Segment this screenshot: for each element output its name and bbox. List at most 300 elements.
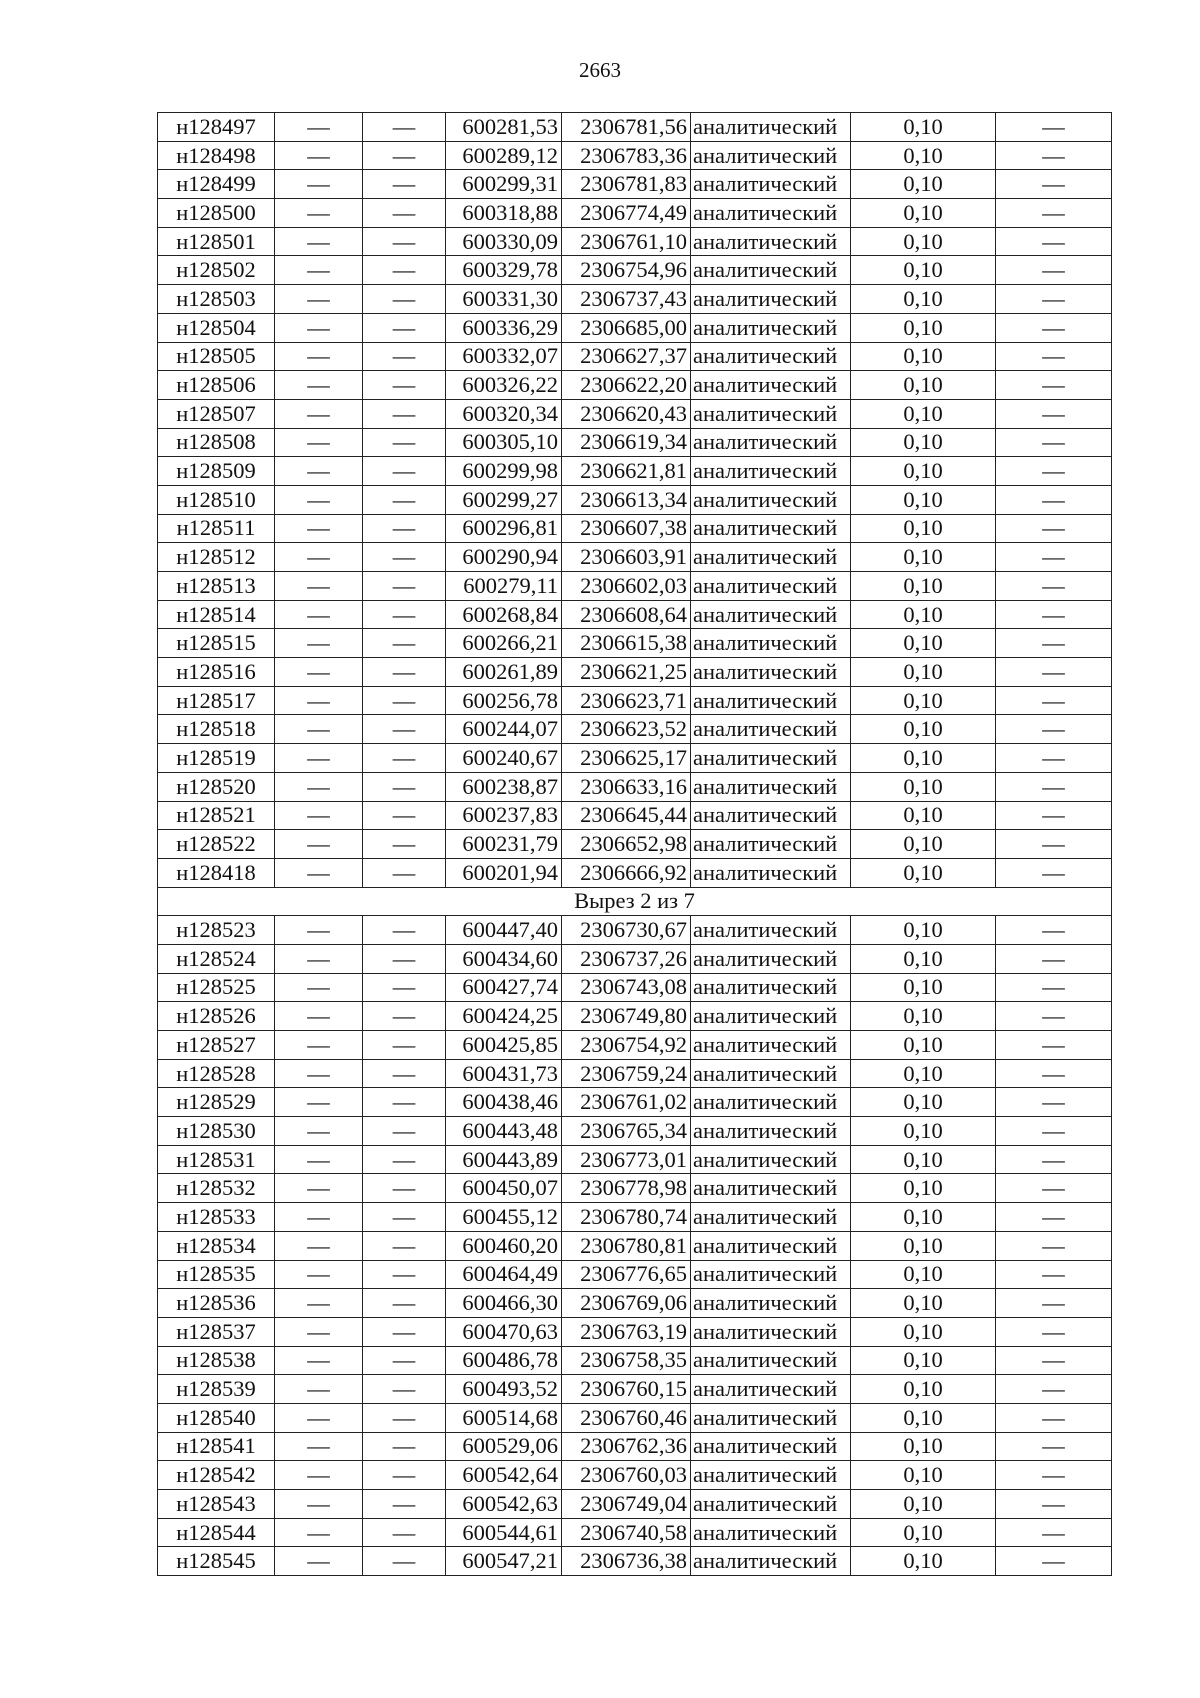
x-coordinate-cell: 600289,12 <box>446 141 562 170</box>
x-coordinate-cell: 600331,30 <box>446 285 562 314</box>
description-cell: — <box>996 1203 1112 1232</box>
old-x-cell: — <box>275 629 363 658</box>
table-row <box>158 1375 1112 1404</box>
method-cell: аналитический <box>691 313 851 342</box>
old-y-cell: — <box>363 485 446 514</box>
method-cell: аналитический <box>691 658 851 687</box>
y-coordinate-cell: 2306760,15 <box>562 1375 691 1404</box>
old-y-cell: — <box>363 1461 446 1490</box>
old-y-cell: — <box>363 313 446 342</box>
point-name-cell: н128539 <box>158 1375 275 1404</box>
old-y-cell: — <box>363 744 446 773</box>
old-y-cell: — <box>363 1432 446 1461</box>
method-cell: аналитический <box>691 399 851 428</box>
old-x-cell: — <box>275 170 363 199</box>
x-coordinate-cell: 600240,67 <box>446 744 562 773</box>
accuracy-cell: 0,10 <box>851 428 996 457</box>
y-coordinate-cell: 2306761,02 <box>562 1088 691 1117</box>
description-cell: — <box>996 572 1112 601</box>
description-cell: — <box>996 1547 1112 1576</box>
accuracy-cell: 0,10 <box>851 1518 996 1547</box>
old-y-cell: — <box>363 1231 446 1260</box>
table-row <box>158 313 1112 342</box>
x-coordinate-cell: 600266,21 <box>446 629 562 658</box>
method-cell: аналитический <box>691 227 851 256</box>
description-cell: — <box>996 1002 1112 1031</box>
old-y-cell: — <box>363 1117 446 1146</box>
x-coordinate-cell: 600493,52 <box>446 1375 562 1404</box>
description-cell: — <box>996 485 1112 514</box>
x-coordinate-cell: 600290,94 <box>446 543 562 572</box>
method-cell: аналитический <box>691 428 851 457</box>
accuracy-cell: 0,10 <box>851 944 996 973</box>
old-x-cell: — <box>275 600 363 629</box>
point-name-cell: н128540 <box>158 1403 275 1432</box>
accuracy-cell: 0,10 <box>851 170 996 199</box>
old-x-cell: — <box>275 658 363 687</box>
old-y-cell: — <box>363 600 446 629</box>
table-row <box>158 686 1112 715</box>
table-row <box>158 1346 1112 1375</box>
method-cell: аналитический <box>691 342 851 371</box>
description-cell: — <box>996 1031 1112 1060</box>
y-coordinate-cell: 2306603,91 <box>562 543 691 572</box>
y-coordinate-cell: 2306774,49 <box>562 199 691 228</box>
method-cell: аналитический <box>691 1346 851 1375</box>
table-row <box>158 428 1112 457</box>
y-coordinate-cell: 2306749,80 <box>562 1002 691 1031</box>
y-coordinate-cell: 2306621,25 <box>562 658 691 687</box>
point-name-cell: н128523 <box>158 916 275 945</box>
x-coordinate-cell: 600450,07 <box>446 1174 562 1203</box>
accuracy-cell: 0,10 <box>851 399 996 428</box>
old-x-cell: — <box>275 485 363 514</box>
x-coordinate-cell: 600299,98 <box>446 457 562 486</box>
old-y-cell: — <box>363 715 446 744</box>
method-cell: аналитический <box>691 801 851 830</box>
description-cell: — <box>996 399 1112 428</box>
description-cell: — <box>996 772 1112 801</box>
method-cell: аналитический <box>691 285 851 314</box>
y-coordinate-cell: 2306736,38 <box>562 1547 691 1576</box>
x-coordinate-cell: 600268,84 <box>446 600 562 629</box>
description-cell: — <box>996 944 1112 973</box>
point-name-cell: н128543 <box>158 1490 275 1519</box>
old-y-cell: — <box>363 199 446 228</box>
old-y-cell: — <box>363 1002 446 1031</box>
old-x-cell: — <box>275 399 363 428</box>
point-name-cell: н128509 <box>158 457 275 486</box>
table-row <box>158 858 1112 887</box>
old-y-cell: — <box>363 1059 446 1088</box>
y-coordinate-cell: 2306769,06 <box>562 1289 691 1318</box>
accuracy-cell: 0,10 <box>851 1203 996 1232</box>
point-name-cell: н128527 <box>158 1031 275 1060</box>
table-row <box>158 141 1112 170</box>
description-cell: — <box>996 1059 1112 1088</box>
old-x-cell: — <box>275 1145 363 1174</box>
method-cell: аналитический <box>691 514 851 543</box>
point-name-cell: н128531 <box>158 1145 275 1174</box>
description-cell: — <box>996 1317 1112 1346</box>
accuracy-cell: 0,10 <box>851 514 996 543</box>
x-coordinate-cell: 600237,83 <box>446 801 562 830</box>
old-y-cell: — <box>363 1260 446 1289</box>
y-coordinate-cell: 2306758,35 <box>562 1346 691 1375</box>
y-coordinate-cell: 2306761,10 <box>562 227 691 256</box>
method-cell: аналитический <box>691 1031 851 1060</box>
point-name-cell: н128513 <box>158 572 275 601</box>
description-cell: — <box>996 1403 1112 1432</box>
old-x-cell: — <box>275 1547 363 1576</box>
x-coordinate-cell: 600455,12 <box>446 1203 562 1232</box>
old-x-cell: — <box>275 1490 363 1519</box>
table-row <box>158 1203 1112 1232</box>
old-x-cell: — <box>275 1031 363 1060</box>
old-x-cell: — <box>275 916 363 945</box>
point-name-cell: н128519 <box>158 744 275 773</box>
accuracy-cell: 0,10 <box>851 658 996 687</box>
table-row <box>158 170 1112 199</box>
old-x-cell: — <box>275 1518 363 1547</box>
accuracy-cell: 0,10 <box>851 485 996 514</box>
description-cell: — <box>996 543 1112 572</box>
table-row <box>158 1117 1112 1146</box>
table-row <box>158 342 1112 371</box>
table-row <box>158 199 1112 228</box>
description-cell: — <box>996 371 1112 400</box>
method-cell: аналитический <box>691 1490 851 1519</box>
accuracy-cell: 0,10 <box>851 801 996 830</box>
old-x-cell: — <box>275 1117 363 1146</box>
method-cell: аналитический <box>691 600 851 629</box>
point-name-cell: н128515 <box>158 629 275 658</box>
description-cell: — <box>996 830 1112 859</box>
accuracy-cell: 0,10 <box>851 1317 996 1346</box>
description-cell: — <box>996 1461 1112 1490</box>
y-coordinate-cell: 2306608,64 <box>562 600 691 629</box>
x-coordinate-cell: 600330,09 <box>446 227 562 256</box>
point-name-cell: н128499 <box>158 170 275 199</box>
point-name-cell: н128503 <box>158 285 275 314</box>
description-cell: — <box>996 600 1112 629</box>
table-row <box>158 1490 1112 1519</box>
description-cell: — <box>996 1174 1112 1203</box>
x-coordinate-cell: 600281,53 <box>446 113 562 142</box>
old-y-cell: — <box>363 916 446 945</box>
y-coordinate-cell: 2306780,74 <box>562 1203 691 1232</box>
old-x-cell: — <box>275 1375 363 1404</box>
old-y-cell: — <box>363 1031 446 1060</box>
old-y-cell: — <box>363 830 446 859</box>
old-y-cell: — <box>363 399 446 428</box>
old-x-cell: — <box>275 1059 363 1088</box>
table-row <box>158 1289 1112 1318</box>
old-x-cell: — <box>275 572 363 601</box>
table-row <box>158 1260 1112 1289</box>
table-row <box>158 944 1112 973</box>
old-x-cell: — <box>275 342 363 371</box>
old-x-cell: — <box>275 113 363 142</box>
description-cell: — <box>996 256 1112 285</box>
accuracy-cell: 0,10 <box>851 1117 996 1146</box>
old-x-cell: — <box>275 371 363 400</box>
y-coordinate-cell: 2306773,01 <box>562 1145 691 1174</box>
y-coordinate-cell: 2306754,92 <box>562 1031 691 1060</box>
table-row <box>158 830 1112 859</box>
y-coordinate-cell: 2306621,81 <box>562 457 691 486</box>
description-cell: — <box>996 1518 1112 1547</box>
method-cell: аналитический <box>691 858 851 887</box>
method-cell: аналитический <box>691 744 851 773</box>
description-cell: — <box>996 113 1112 142</box>
coordinates-table <box>157 112 1112 1576</box>
y-coordinate-cell: 2306613,34 <box>562 485 691 514</box>
table-row <box>158 1461 1112 1490</box>
method-cell: аналитический <box>691 1375 851 1404</box>
table-row <box>158 1145 1112 1174</box>
old-x-cell: — <box>275 1346 363 1375</box>
description-cell: — <box>996 1289 1112 1318</box>
method-cell: аналитический <box>691 1231 851 1260</box>
point-name-cell: н128524 <box>158 944 275 973</box>
x-coordinate-cell: 600542,63 <box>446 1490 562 1519</box>
point-name-cell: н128501 <box>158 227 275 256</box>
accuracy-cell: 0,10 <box>851 686 996 715</box>
old-y-cell: — <box>363 1317 446 1346</box>
x-coordinate-cell: 600514,68 <box>446 1403 562 1432</box>
method-cell: аналитический <box>691 485 851 514</box>
point-name-cell: н128506 <box>158 371 275 400</box>
y-coordinate-cell: 2306645,44 <box>562 801 691 830</box>
x-coordinate-cell: 600447,40 <box>446 916 562 945</box>
x-coordinate-cell: 600529,06 <box>446 1432 562 1461</box>
x-coordinate-cell: 600305,10 <box>446 428 562 457</box>
table-row <box>158 715 1112 744</box>
y-coordinate-cell: 2306743,08 <box>562 973 691 1002</box>
table-row <box>158 543 1112 572</box>
accuracy-cell: 0,10 <box>851 1346 996 1375</box>
old-y-cell: — <box>363 457 446 486</box>
old-x-cell: — <box>275 313 363 342</box>
method-cell: аналитический <box>691 141 851 170</box>
method-cell: аналитический <box>691 1289 851 1318</box>
accuracy-cell: 0,10 <box>851 113 996 142</box>
x-coordinate-cell: 600544,61 <box>446 1518 562 1547</box>
old-y-cell: — <box>363 1145 446 1174</box>
x-coordinate-cell: 600425,85 <box>446 1031 562 1060</box>
x-coordinate-cell: 600201,94 <box>446 858 562 887</box>
x-coordinate-cell: 600466,30 <box>446 1289 562 1318</box>
method-cell: аналитический <box>691 1432 851 1461</box>
method-cell: аналитический <box>691 113 851 142</box>
old-y-cell: — <box>363 801 446 830</box>
point-name-cell: н128504 <box>158 313 275 342</box>
description-cell: — <box>996 1145 1112 1174</box>
x-coordinate-cell: 600299,31 <box>446 170 562 199</box>
x-coordinate-cell: 600542,64 <box>446 1461 562 1490</box>
description-cell: — <box>996 1088 1112 1117</box>
description-cell: — <box>996 715 1112 744</box>
point-name-cell: н128522 <box>158 830 275 859</box>
description-cell: — <box>996 973 1112 1002</box>
method-cell: аналитический <box>691 772 851 801</box>
page-number: 2663 <box>579 58 621 82</box>
table-row <box>158 1088 1112 1117</box>
old-y-cell: — <box>363 1403 446 1432</box>
section-title: Вырез 2 из 7 <box>158 887 1112 916</box>
y-coordinate-cell: 2306759,24 <box>562 1059 691 1088</box>
old-x-cell: — <box>275 1231 363 1260</box>
description-cell: — <box>996 1231 1112 1260</box>
x-coordinate-cell: 600318,88 <box>446 199 562 228</box>
x-coordinate-cell: 600332,07 <box>446 342 562 371</box>
description-cell: — <box>996 514 1112 543</box>
old-y-cell: — <box>363 227 446 256</box>
point-name-cell: н128521 <box>158 801 275 830</box>
accuracy-cell: 0,10 <box>851 772 996 801</box>
x-coordinate-cell: 600326,22 <box>446 371 562 400</box>
table-row <box>158 399 1112 428</box>
old-x-cell: — <box>275 1432 363 1461</box>
y-coordinate-cell: 2306623,71 <box>562 686 691 715</box>
point-name-cell: н128520 <box>158 772 275 801</box>
old-x-cell: — <box>275 428 363 457</box>
old-x-cell: — <box>275 227 363 256</box>
old-y-cell: — <box>363 1375 446 1404</box>
y-coordinate-cell: 2306627,37 <box>562 342 691 371</box>
y-coordinate-cell: 2306625,17 <box>562 744 691 773</box>
method-cell: аналитический <box>691 1088 851 1117</box>
method-cell: аналитический <box>691 1461 851 1490</box>
x-coordinate-cell: 600431,73 <box>446 1059 562 1088</box>
description-cell: — <box>996 629 1112 658</box>
method-cell: аналитический <box>691 1403 851 1432</box>
old-x-cell: — <box>275 1289 363 1318</box>
accuracy-cell: 0,10 <box>851 457 996 486</box>
accuracy-cell: 0,10 <box>851 600 996 629</box>
old-y-cell: — <box>363 1518 446 1547</box>
point-name-cell: н128533 <box>158 1203 275 1232</box>
old-y-cell: — <box>363 1289 446 1318</box>
old-y-cell: — <box>363 1346 446 1375</box>
x-coordinate-cell: 600329,78 <box>446 256 562 285</box>
method-cell: аналитический <box>691 686 851 715</box>
accuracy-cell: 0,10 <box>851 830 996 859</box>
point-name-cell: н128528 <box>158 1059 275 1088</box>
method-cell: аналитический <box>691 1260 851 1289</box>
description-cell: — <box>996 227 1112 256</box>
point-name-cell: н128530 <box>158 1117 275 1146</box>
description-cell: — <box>996 285 1112 314</box>
old-y-cell: — <box>363 686 446 715</box>
table-row <box>158 1174 1112 1203</box>
description-cell: — <box>996 199 1112 228</box>
accuracy-cell: 0,10 <box>851 1375 996 1404</box>
x-coordinate-cell: 600279,11 <box>446 572 562 601</box>
table-row <box>158 629 1112 658</box>
y-coordinate-cell: 2306783,36 <box>562 141 691 170</box>
old-y-cell: — <box>363 514 446 543</box>
accuracy-cell: 0,10 <box>851 1490 996 1519</box>
point-name-cell: н128507 <box>158 399 275 428</box>
x-coordinate-cell: 600443,89 <box>446 1145 562 1174</box>
point-name-cell: н128516 <box>158 658 275 687</box>
accuracy-cell: 0,10 <box>851 199 996 228</box>
old-y-cell: — <box>363 658 446 687</box>
y-coordinate-cell: 2306754,96 <box>562 256 691 285</box>
description-cell: — <box>996 342 1112 371</box>
accuracy-cell: 0,10 <box>851 973 996 1002</box>
accuracy-cell: 0,10 <box>851 1260 996 1289</box>
old-x-cell: — <box>275 1174 363 1203</box>
method-cell: аналитический <box>691 457 851 486</box>
old-x-cell: — <box>275 686 363 715</box>
point-name-cell: н128497 <box>158 113 275 142</box>
accuracy-cell: 0,10 <box>851 1174 996 1203</box>
description-cell: — <box>996 457 1112 486</box>
y-coordinate-cell: 2306737,43 <box>562 285 691 314</box>
accuracy-cell: 0,10 <box>851 227 996 256</box>
accuracy-cell: 0,10 <box>851 1145 996 1174</box>
method-cell: аналитический <box>691 256 851 285</box>
old-x-cell: — <box>275 830 363 859</box>
point-name-cell: н128544 <box>158 1518 275 1547</box>
old-x-cell: — <box>275 514 363 543</box>
y-coordinate-cell: 2306623,52 <box>562 715 691 744</box>
method-cell: аналитический <box>691 1518 851 1547</box>
method-cell: аналитический <box>691 1203 851 1232</box>
y-coordinate-cell: 2306652,98 <box>562 830 691 859</box>
old-x-cell: — <box>275 1317 363 1346</box>
point-name-cell: н128532 <box>158 1174 275 1203</box>
description-cell: — <box>996 1346 1112 1375</box>
point-name-cell: н128500 <box>158 199 275 228</box>
old-x-cell: — <box>275 715 363 744</box>
accuracy-cell: 0,10 <box>851 744 996 773</box>
accuracy-cell: 0,10 <box>851 1002 996 1031</box>
description-cell: — <box>996 1490 1112 1519</box>
table-row <box>158 1432 1112 1461</box>
table-row <box>158 916 1112 945</box>
table-row <box>158 1002 1112 1031</box>
x-coordinate-cell: 600238,87 <box>446 772 562 801</box>
description-cell: — <box>996 858 1112 887</box>
old-y-cell: — <box>363 772 446 801</box>
old-x-cell: — <box>275 744 363 773</box>
accuracy-cell: 0,10 <box>851 858 996 887</box>
x-coordinate-cell: 600547,21 <box>446 1547 562 1576</box>
table-row <box>158 1231 1112 1260</box>
old-y-cell: — <box>363 1088 446 1117</box>
old-x-cell: — <box>275 772 363 801</box>
description-cell: — <box>996 170 1112 199</box>
table-row <box>158 485 1112 514</box>
accuracy-cell: 0,10 <box>851 342 996 371</box>
description-cell: — <box>996 916 1112 945</box>
point-name-cell: н128512 <box>158 543 275 572</box>
old-x-cell: — <box>275 543 363 572</box>
method-cell: аналитический <box>691 572 851 601</box>
table-row <box>158 1518 1112 1547</box>
x-coordinate-cell: 600443,48 <box>446 1117 562 1146</box>
point-name-cell: н128536 <box>158 1289 275 1318</box>
section-row <box>158 887 1112 916</box>
old-y-cell: — <box>363 1547 446 1576</box>
method-cell: аналитический <box>691 973 851 1002</box>
accuracy-cell: 0,10 <box>851 141 996 170</box>
x-coordinate-cell: 600427,74 <box>446 973 562 1002</box>
